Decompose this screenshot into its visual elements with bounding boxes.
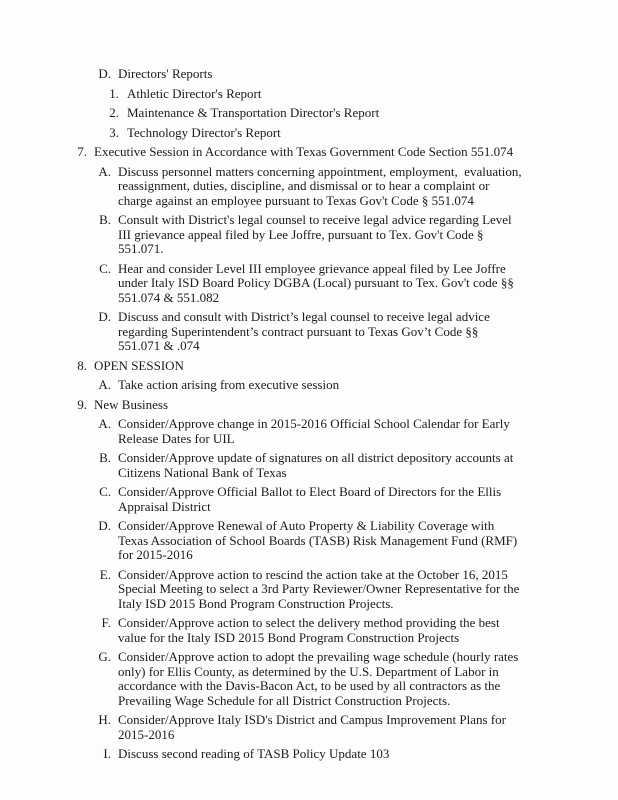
item-text: Consider/Approve action to rescind the action take at the October 16, 2015 Special Meeting to select a 3rd Party Reviewer/Owner Representative for the Italy ISD 2015 Bond Program Construction Projects.	[118, 566, 523, 611]
item-text: Consider/Approve action to adopt the prevailing wage schedule (hourly rates only) for Ellis County, as determined by the U.S. Department of Labor in accordance with the Davis-Bacon Act, to be used by all contractors as the Prevailing Wage Schedule for all District Construction Projects.	[118, 649, 522, 708]
agenda-item-legal-counsel-grievance	[0, 213, 618, 257]
item-text: Technology Director's Report	[127, 124, 281, 140]
item-text: Executive Session in Accordance with Texas Government Code Section 551.074	[94, 144, 514, 159]
agenda-item-official-ballot	[0, 485, 618, 514]
agenda-item-tasb-policy-update	[0, 747, 618, 762]
item-label: D.	[98, 66, 111, 81]
agenda-section-executive-session	[0, 145, 618, 160]
agenda-subitem-maintenance	[0, 106, 618, 121]
item-label: C.	[99, 260, 111, 276]
item-label: B.	[99, 212, 111, 227]
agenda-item-personnel-matters	[0, 165, 618, 209]
item-text: Discuss personnel matters concerning appointment, employment, evaluation, reassignment, duties, discipline, and dismissal or to hear a complaint or charge against an employee pursuant to Texas Gov't Code § 551.074	[118, 163, 525, 208]
agenda-item-rescind-action	[0, 568, 618, 612]
agenda-item-take-action	[0, 378, 618, 393]
item-text: Consider/Approve action to select the delivery method providing the best value for the Italy ISD 2015 Bond Program Construction Projects	[118, 615, 503, 645]
item-text: Directors' Reports	[118, 66, 213, 81]
item-label: A.	[98, 416, 111, 431]
agenda-section-new-business	[0, 398, 618, 413]
item-label: 7.	[77, 144, 87, 159]
item-text: Consider/Approve Italy ISD's District and Campus Improvement Plans for 2015-2016	[118, 712, 510, 742]
item-label: F.	[101, 615, 111, 630]
item-text: Discuss and consult with District’s legal counsel to receive legal advice regarding Superintendent’s contract pursuant to Texas Gov’t Code §§ 551.071 & .074	[118, 309, 494, 353]
item-text: Consider/Approve Renewal of Auto Property & Liability Coverage with Texas Association of School Boards (TASB) Risk Management Fund (RMF) for 2015-2016	[118, 518, 521, 562]
agenda-section-open-session	[0, 359, 618, 374]
item-label: A.	[98, 377, 111, 392]
item-label: D.	[98, 518, 111, 533]
agenda-item-school-calendar	[0, 417, 618, 446]
agenda-item-delivery-method	[0, 616, 618, 645]
item-text: Consult with District's legal counsel to receive legal advice regarding Level III grievance appeal filed by Lee Joffre, pursuant to Tex. Gov't Code § 551.071.	[118, 212, 515, 256]
agenda-item-directors-reports	[0, 67, 618, 82]
item-text: Discuss second reading of TASB Policy Update 103	[118, 746, 390, 761]
item-label: G.	[98, 649, 111, 664]
item-text: Athletic Director's Report	[127, 85, 262, 101]
item-text: Consider/Approve change in 2015-2016 Official School Calendar for Early Release Dates for UIL	[118, 416, 514, 446]
item-text: Consider/Approve update of signatures on all district depository accounts at Citizens National Bank of Texas	[118, 450, 517, 480]
item-label: C.	[99, 484, 111, 499]
item-label: B.	[99, 450, 111, 465]
item-text: Hear and consider Level III employee grievance appeal filed by Lee Joffre under Italy ISD Board Policy DGBA (Local) pursuant to Tex. Gov't code §§ 551.074 & 551.082	[118, 260, 518, 305]
agenda-item-grievance-appeal	[0, 262, 618, 306]
agenda-subitem-technology	[0, 126, 618, 141]
item-label: 8.	[77, 357, 87, 373]
agenda-item-superintendent-contract	[0, 310, 618, 354]
item-text: Maintenance & Transportation Director's Report	[127, 105, 380, 120]
item-label: E.	[99, 566, 111, 582]
item-label: D.	[98, 309, 111, 324]
item-text: Consider/Approve Official Ballot to Elect Board of Directors for the Ellis Appraisal District	[118, 484, 504, 514]
item-text: OPEN SESSION	[94, 357, 184, 373]
item-text: New Business	[94, 396, 169, 412]
agenda-subitem-athletic	[0, 87, 618, 102]
item-label: 1.	[109, 85, 119, 101]
agenda-item-tasb-rmf-renewal	[0, 519, 618, 563]
item-label: H.	[98, 712, 111, 727]
item-text: Take action arising from executive session	[118, 377, 340, 392]
agenda-item-prevailing-wage	[0, 650, 618, 708]
agenda-item-depository-signatures	[0, 451, 618, 480]
item-label: 3.	[109, 124, 119, 140]
item-label: I.	[103, 746, 111, 761]
agenda-item-improvement-plans	[0, 713, 618, 742]
item-label: A.	[98, 163, 111, 179]
item-label: 2.	[109, 105, 119, 120]
item-label: 9.	[77, 396, 87, 412]
